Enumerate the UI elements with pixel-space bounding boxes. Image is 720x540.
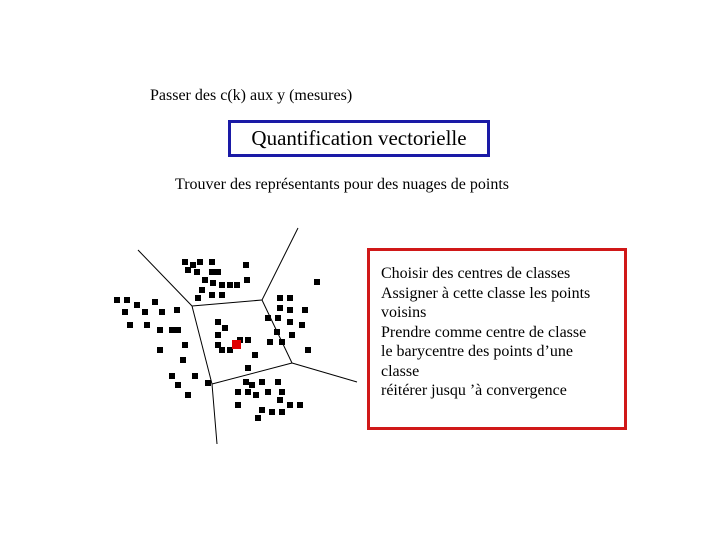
- data-point: [305, 347, 311, 353]
- data-point: [243, 262, 249, 268]
- voronoi-boundaries: [138, 228, 357, 444]
- data-point: [157, 347, 163, 353]
- boundary-line: [262, 228, 298, 300]
- centroid-point: [232, 340, 241, 349]
- data-point: [245, 365, 251, 371]
- caption-text: Trouver des représentants pour des nuages de points: [175, 176, 510, 193]
- data-point: [255, 415, 261, 421]
- data-point: [265, 389, 271, 395]
- step-line: Choisir des centres de classes: [381, 265, 571, 282]
- data-point: [287, 307, 293, 313]
- data-point: [259, 407, 265, 413]
- data-point: [277, 295, 283, 301]
- data-point: [194, 269, 200, 275]
- data-point: [209, 292, 215, 298]
- data-point: [243, 379, 249, 385]
- data-point: [274, 329, 280, 335]
- data-point: [175, 382, 181, 388]
- step-line: le barycentre des points d’une: [381, 343, 573, 360]
- data-point: [209, 259, 215, 265]
- data-point: [297, 402, 303, 408]
- step-line: voisins: [381, 304, 427, 321]
- boundary-line: [292, 363, 357, 382]
- data-point: [265, 315, 271, 321]
- data-point: [134, 302, 140, 308]
- data-point: [157, 327, 163, 333]
- data-point: [182, 259, 188, 265]
- data-point: [287, 319, 293, 325]
- heading-text: Passer des c(k) aux y (mesures): [150, 87, 353, 104]
- data-point: [289, 332, 295, 338]
- data-point: [279, 339, 285, 345]
- data-point: [277, 305, 283, 311]
- data-point: [279, 389, 285, 395]
- data-point: [169, 327, 175, 333]
- data-point: [245, 337, 251, 343]
- data-point: [124, 297, 130, 303]
- data-point: [159, 309, 165, 315]
- data-point: [114, 297, 120, 303]
- boundary-line: [138, 250, 192, 306]
- data-point: [235, 402, 241, 408]
- data-point: [302, 307, 308, 313]
- data-point: [252, 352, 258, 358]
- data-point: [299, 322, 305, 328]
- step-line: classe: [381, 362, 420, 380]
- data-point: [142, 309, 148, 315]
- boundary-line: [212, 384, 217, 444]
- data-point: [215, 332, 221, 338]
- step-line: Prendre comme centre de classe: [381, 323, 587, 341]
- data-point: [314, 279, 320, 285]
- data-point: [267, 339, 273, 345]
- data-point: [169, 373, 175, 379]
- data-point: [244, 277, 250, 283]
- data-point: [127, 322, 133, 328]
- data-point: [174, 307, 180, 313]
- data-point: [275, 315, 281, 321]
- data-point: [222, 325, 228, 331]
- data-point: [185, 267, 191, 273]
- steps-box: [367, 248, 627, 430]
- data-point: [215, 319, 221, 325]
- data-point: [277, 397, 283, 403]
- data-point: [227, 282, 233, 288]
- data-point: [185, 392, 191, 398]
- data-point: [279, 409, 285, 415]
- data-point: [219, 282, 225, 288]
- data-point: [259, 379, 265, 385]
- data-point: [235, 389, 241, 395]
- data-point: [287, 295, 293, 301]
- data-point: [215, 269, 221, 275]
- step-line: Assigner à cette classe les points: [381, 284, 591, 302]
- boundary-line: [192, 306, 212, 384]
- title-box: Quantification vectorielle: [228, 120, 490, 157]
- data-point: [122, 309, 128, 315]
- data-point: [199, 287, 205, 293]
- point-cloud: [114, 259, 320, 421]
- data-point: [144, 322, 150, 328]
- data-point: [245, 389, 251, 395]
- data-point: [175, 327, 181, 333]
- data-point: [195, 295, 201, 301]
- data-point: [249, 382, 255, 388]
- data-point: [209, 269, 215, 275]
- boundary-line: [192, 300, 262, 306]
- data-point: [219, 347, 225, 353]
- data-point: [275, 379, 281, 385]
- data-point: [182, 342, 188, 348]
- data-point: [205, 380, 211, 386]
- step-line: réitérer jusqu ’à convergence: [381, 382, 567, 399]
- data-point: [202, 277, 208, 283]
- data-point: [210, 280, 216, 286]
- data-point: [287, 402, 293, 408]
- data-point: [192, 373, 198, 379]
- data-point: [269, 409, 275, 415]
- data-point: [152, 299, 158, 305]
- data-point: [219, 292, 225, 298]
- data-point: [253, 392, 259, 398]
- data-point: [197, 259, 203, 265]
- data-point: [234, 282, 240, 288]
- data-point: [180, 357, 186, 363]
